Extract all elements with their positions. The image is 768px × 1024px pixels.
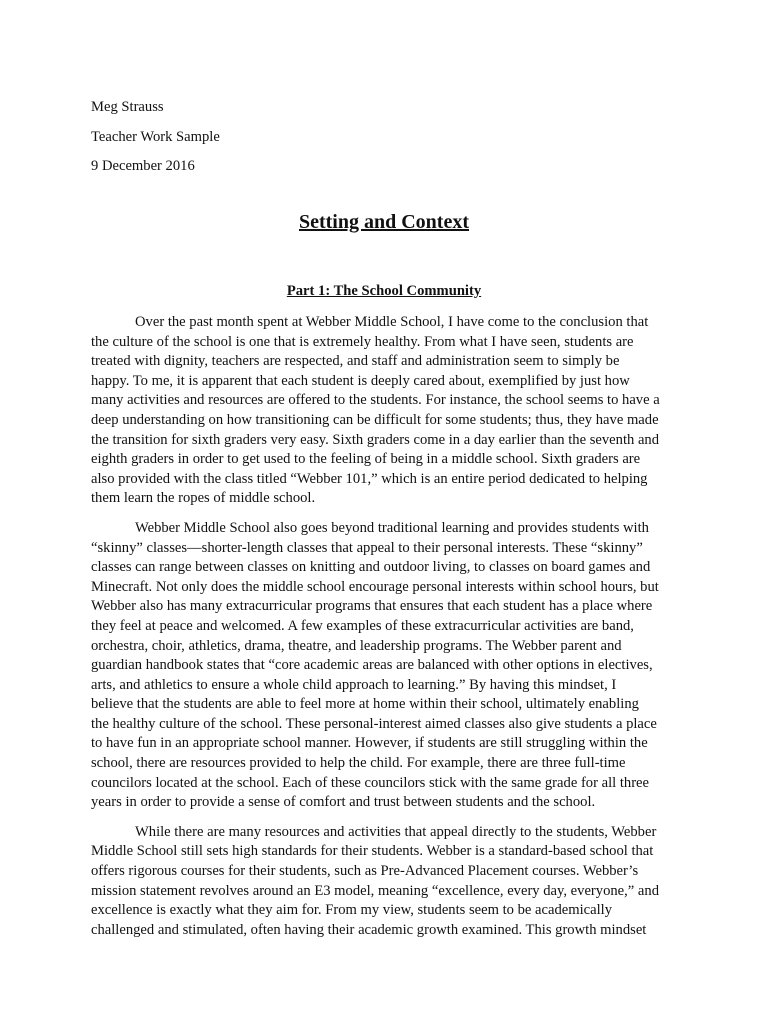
paragraph-line: challenged and stimulated, often having their academic growth examined. This growth mindset bbox=[91, 921, 647, 938]
paragraph-line: they feel at peace and welcomed. A few examples of these extracurricular activities are band, bbox=[91, 617, 634, 634]
paragraph-line: “skinny” classes—shorter-length classes that appeal to their personal interests. These “skinny” bbox=[91, 539, 643, 556]
paragraph-line: excellence is exactly what they aim for. From my view, students seem to be academically bbox=[91, 902, 613, 919]
paragraph-line: eighth graders in order to get used to the feeling of being in a middle school. Sixth graders are bbox=[91, 451, 641, 468]
paragraph-line: the healthy culture of the school. These personal-interest aimed classes also give students a place bbox=[91, 715, 657, 732]
paragraph-line: believe that the students are able to feel more at home within their school, ultimately enabling bbox=[91, 696, 639, 713]
author-name: Meg Strauss bbox=[91, 99, 164, 115]
paragraph-line: also provided with the class titled “Webber 101,” which is an entire period dedicated to helping bbox=[91, 470, 648, 487]
paragraph bbox=[91, 313, 676, 509]
paragraph-line: Webber also has many extracurricular programs that ensures that each student has a place where bbox=[91, 598, 653, 615]
paragraph-line: mission statement revolves around an E3 model, meaning “excellence, every day, everyone,” and bbox=[91, 882, 659, 899]
document-title: Setting and Context bbox=[298, 211, 469, 233]
paragraph-line: Minecraft. Not only does the middle school encourage personal interests within school hours, but bbox=[91, 578, 659, 595]
document-date: 9 December 2016 bbox=[91, 158, 195, 174]
course-name: Teacher Work Sample bbox=[91, 128, 220, 145]
document-body bbox=[91, 313, 676, 940]
paragraph-line: them learn the ropes of middle school. bbox=[91, 490, 316, 507]
paragraph-line: councilors located at the school. Each of these councilors stick with the same grade for all three bbox=[91, 774, 650, 791]
paragraph-line: orchestra, choir, athletics, drama, theatre, and leadership programs. The Webber parent and bbox=[91, 637, 622, 654]
paragraph-line: arts, and athletics to ensure a whole child approach to learning.” By having this mindset, I bbox=[91, 676, 617, 693]
paragraph-line: to have fun in an appropriate school manner. However, if students are still struggling within the bbox=[91, 735, 648, 752]
paragraph-line: Webber Middle School also goes beyond traditional learning and provides students with bbox=[135, 519, 649, 536]
paragraph-line: While there are many resources and activities that appeal directly to the students, Webber bbox=[135, 823, 657, 840]
paragraph-line: offers rigorous courses for their students, such as Pre-Advanced Placement courses. Webber’s bbox=[91, 863, 639, 880]
paragraph-line: guardian handbook states that “core academic areas are balanced with other options in electives, bbox=[91, 657, 653, 674]
paragraph-gap bbox=[91, 813, 676, 823]
paragraph bbox=[91, 519, 676, 813]
paragraph-line: Middle School still sets high standards for their students. Webber is a standard-based school that bbox=[91, 843, 654, 860]
paragraph-line: the transition for sixth graders very easy. Sixth graders come in a day earlier than the seventh and bbox=[91, 431, 660, 448]
paragraph-gap bbox=[91, 509, 676, 519]
paragraph-line: school, there are resources provided to help the child. For example, there are three full-time bbox=[91, 755, 626, 772]
paragraph-line: treated with dignity, teachers are respected, and staff and administration seem to simply be bbox=[91, 353, 620, 370]
document-header bbox=[91, 93, 220, 182]
paragraph-line: years in order to provide a sense of comfort and trust between students and the school. bbox=[91, 794, 596, 811]
paragraph-line: deep understanding on how transitioning can be difficult for some students; thus, they have made bbox=[91, 411, 659, 428]
paragraph-line: classes can range between classes on knitting and outdoor living, to classes on board games and bbox=[91, 559, 651, 576]
paragraph-line: happy. To me, it is apparent that each student is deeply cared about, exemplified by just how bbox=[91, 372, 630, 389]
paragraph-line: many activities and resources are offered to the students. For instance, the school seems to have a bbox=[91, 392, 660, 409]
paragraph bbox=[91, 823, 676, 941]
paragraph-line: the culture of the school is one that is extremely healthy. From what I have seen, students are bbox=[91, 333, 634, 350]
paragraph-line: Over the past month spent at Webber Middle School, I have come to the conclusion that bbox=[135, 314, 649, 330]
section-heading: Part 1: The School Community bbox=[286, 283, 482, 299]
